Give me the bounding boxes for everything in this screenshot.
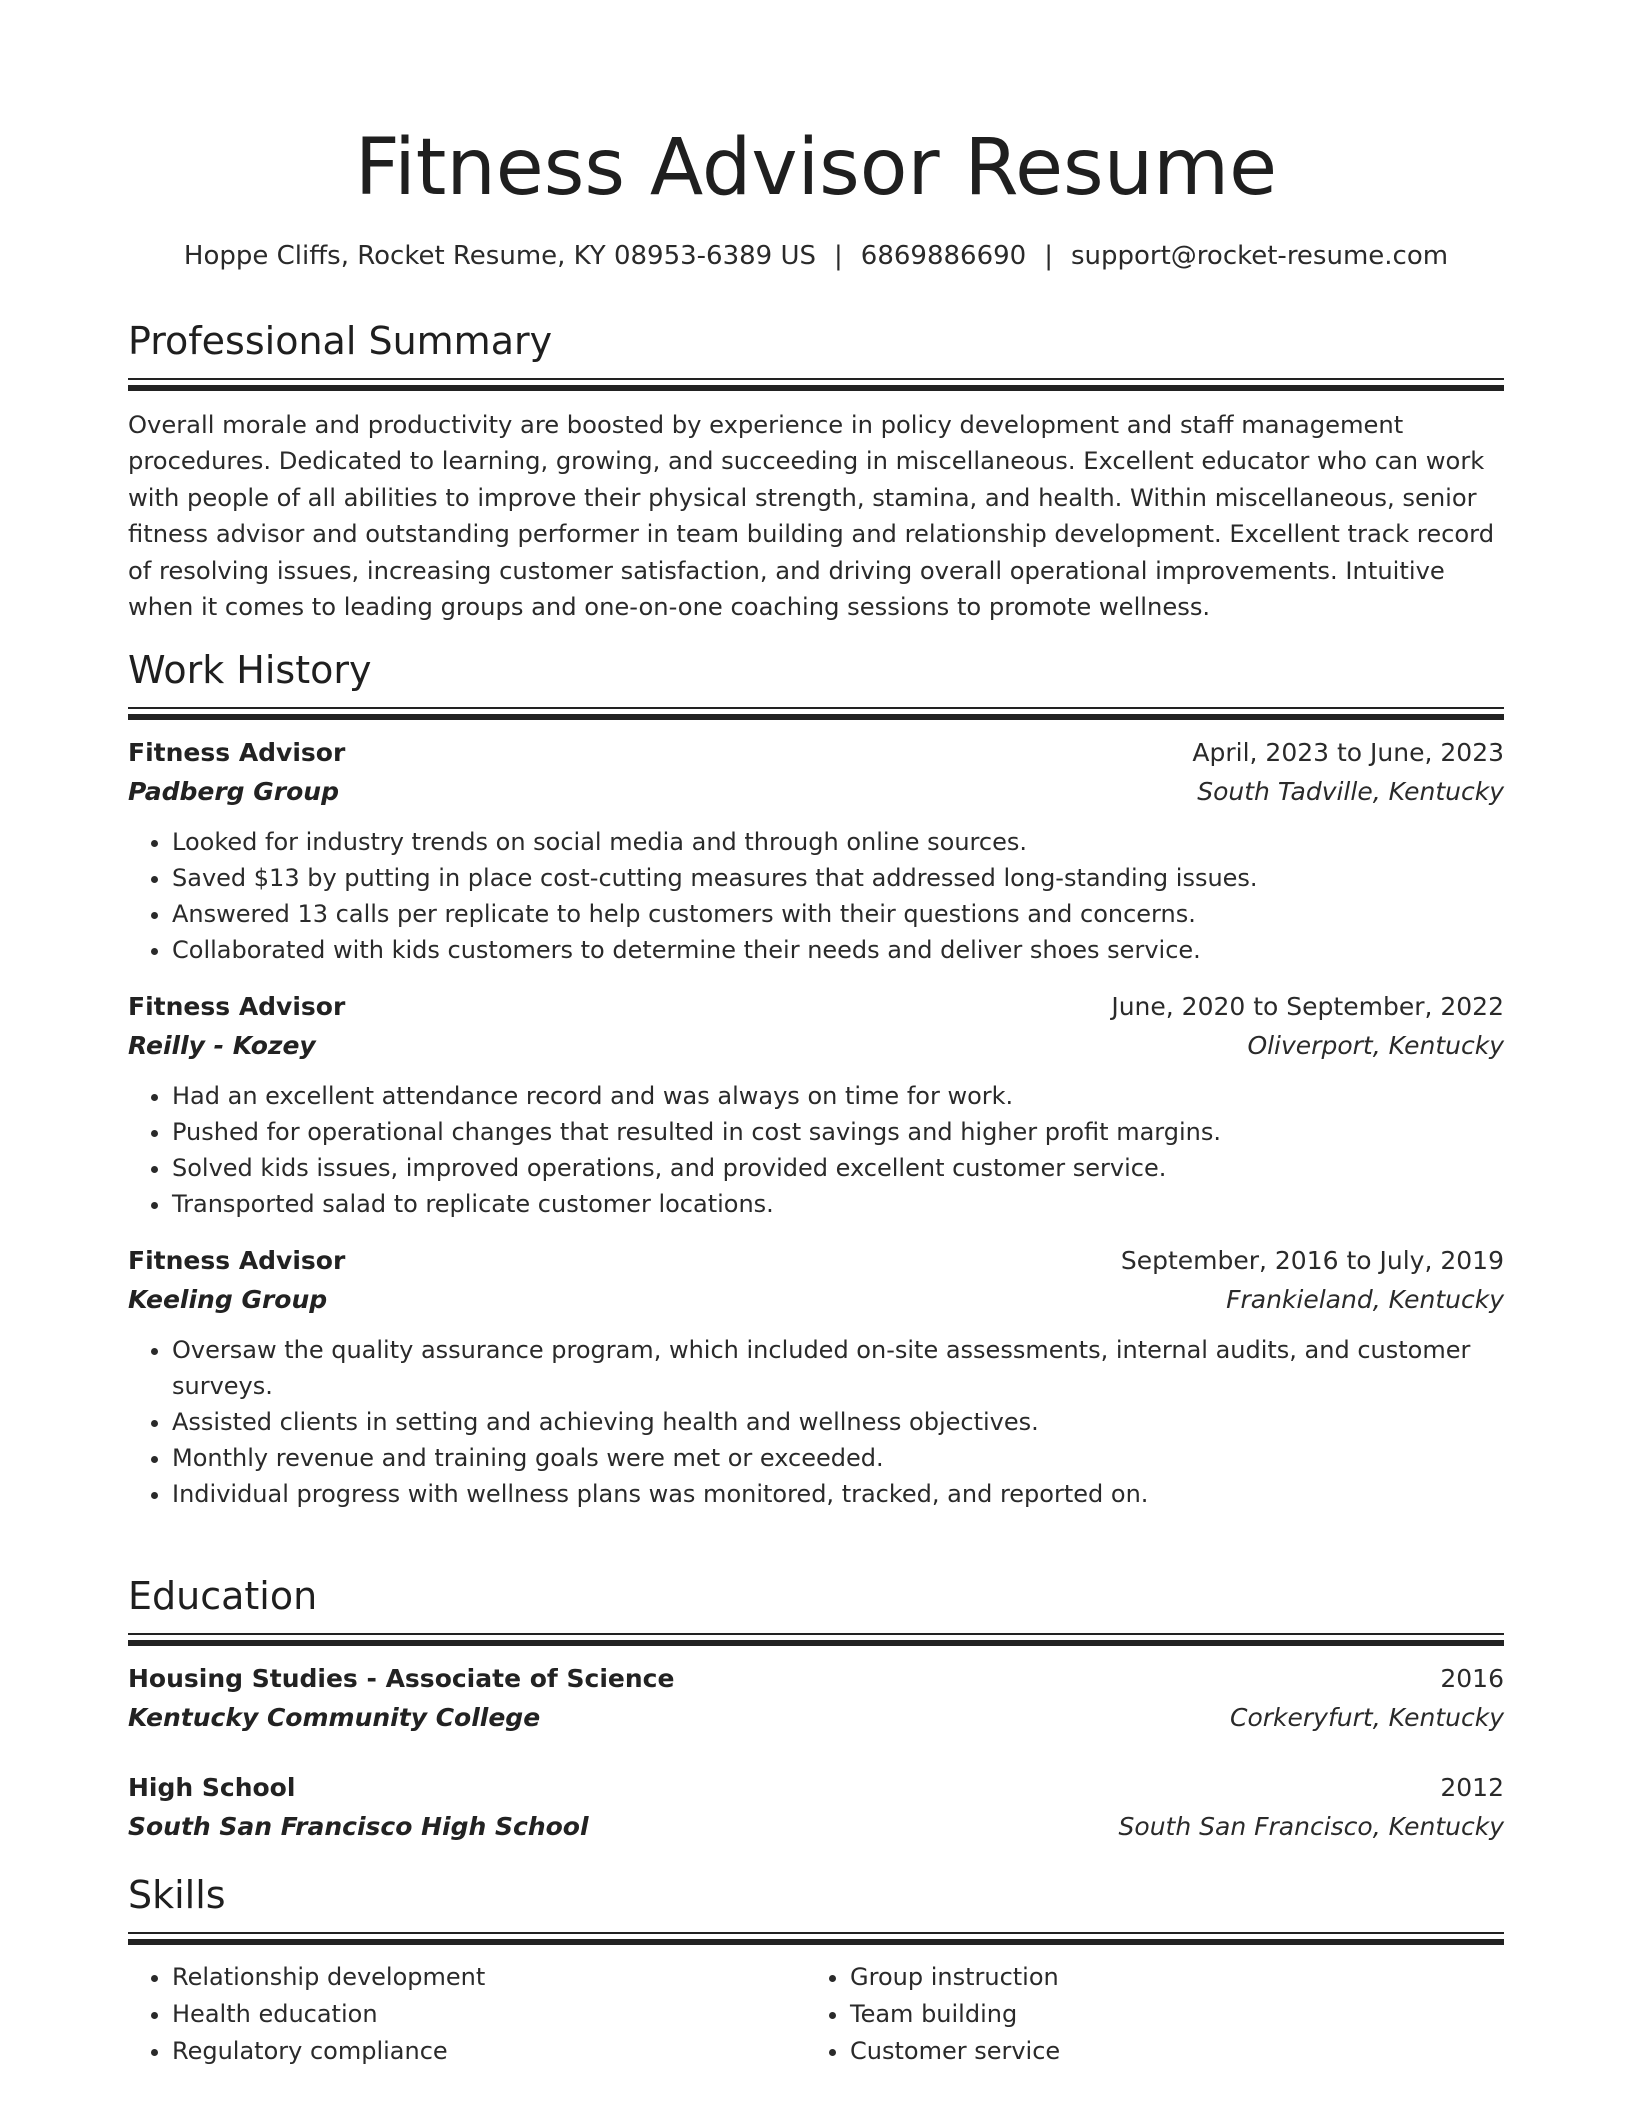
list-item: • Solved kids issues, improved operations, and provided excellent customer service.: [172, 1150, 1504, 1186]
education-entry: [128, 1660, 1504, 1738]
summary-section: [128, 316, 1504, 625]
job-company: Padberg Group: [128, 777, 339, 806]
job-dates: September, 2016 to July, 2019: [1120, 1246, 1504, 1275]
contact-phone: 6869886690: [860, 241, 1027, 271]
list-item: • Individual progress with wellness plans was monitored, tracked, and reported on.: [172, 1476, 1504, 1512]
skills-list-left: [128, 1959, 806, 2070]
education-degree: High School: [128, 1773, 296, 1802]
section-heading-work-history: Work History: [128, 648, 372, 692]
section-divider: [128, 378, 1504, 380]
job-company: Keeling Group: [128, 1285, 328, 1314]
job-title: Fitness Advisor: [128, 1246, 346, 1275]
job-entry: [128, 1242, 1504, 1512]
job-entry: [128, 734, 1504, 968]
job-title: Fitness Advisor: [128, 738, 346, 767]
education-year: 2016: [1440, 1664, 1504, 1693]
list-item: • Answered 13 calls per replicate to help customers with their questions and concerns.: [172, 896, 1504, 932]
contact-separator: |: [1044, 241, 1053, 271]
section-divider-thick: [128, 1939, 1504, 1945]
section-divider-thick: [128, 714, 1504, 720]
list-item: • Looked for industry trends on social media and through online sources.: [172, 824, 1504, 860]
skills-list-right: [806, 1959, 1484, 2070]
education-school: South San Francisco High School: [128, 1812, 589, 1841]
job-company: Reilly - Kozey: [128, 1031, 316, 1060]
section-divider: [128, 1633, 1504, 1635]
education-year: 2012: [1440, 1773, 1504, 1802]
skill-item: • Customer service: [850, 2033, 1484, 2070]
education-school: Kentucky Community College: [128, 1703, 541, 1732]
job-bullets: [128, 1078, 1504, 1222]
section-divider: [128, 707, 1504, 709]
education-degree: Housing Studies - Associate of Science: [128, 1664, 675, 1693]
summary-text: Overall morale and productivity are boosted by experience in policy development and staff management procedures. Dedicated to learning, growing, and succeeding in miscellaneous. Excellent educator who can work with people of all abilities to improve their physical strength, stamina, and health. Within miscellaneous, senior fitness advisor and outstanding performer in team building and relationship development. Excellent track record of resolving issues, increasing customer satisfaction, and driving overall operational improvements. Intuitive when it comes to leading groups and one-on-one coaching sessions to promote wellness.: [128, 411, 1495, 622]
contact-separator: |: [834, 241, 843, 271]
education-section: [128, 1571, 1504, 1847]
section-divider-thick: [128, 1640, 1504, 1646]
list-item: • Saved $13 by putting in place cost-cutting measures that addressed long-standing issues.: [172, 860, 1504, 896]
list-item: • Transported salad to replicate customer locations.: [172, 1186, 1504, 1222]
skills-columns: [128, 1959, 1504, 2070]
contact-line: [128, 238, 1504, 274]
job-dates: June, 2020 to September, 2022: [1111, 992, 1504, 1021]
education-location: Corkeryfurt, Kentucky: [1230, 1703, 1504, 1732]
section-heading-education: Education: [128, 1574, 318, 1618]
job-location: South Tadville, Kentucky: [1197, 777, 1504, 806]
list-item: • Collaborated with kids customers to determine their needs and deliver shoes service.: [172, 932, 1504, 968]
list-item: • Pushed for operational changes that resulted in cost savings and higher profit margins.: [172, 1114, 1504, 1150]
list-item: • Oversaw the quality assurance program, which included on-site assessments, internal audits, and customer surveys.: [172, 1332, 1504, 1404]
job-dates: April, 2023 to June, 2023: [1192, 738, 1504, 767]
skill-item: • Team building: [850, 1996, 1484, 2033]
education-entry: [128, 1769, 1504, 1847]
section-heading-skills: Skills: [128, 1873, 226, 1917]
section-divider: [128, 1932, 1504, 1934]
list-item: • Had an excellent attendance record and was always on time for work.: [172, 1078, 1504, 1114]
job-location: Oliverport, Kentucky: [1247, 1031, 1504, 1060]
skills-section: [128, 1870, 1504, 2070]
job-location: Frankieland, Kentucky: [1226, 1285, 1504, 1314]
contact-email: support@rocket-resume.com: [1070, 241, 1449, 271]
education-location: South San Francisco, Kentucky: [1118, 1812, 1504, 1841]
skill-item: • Relationship development: [172, 1959, 806, 1996]
page-title: Fitness Advisor Resume: [354, 123, 1278, 213]
skill-item: • Health education: [172, 1996, 806, 2033]
job-entry: [128, 988, 1504, 1222]
job-bullets: [128, 824, 1504, 968]
section-divider-thick: [128, 385, 1504, 391]
section-heading-summary: Professional Summary: [128, 319, 553, 363]
skill-item: • Group instruction: [850, 1959, 1484, 1996]
job-bullets: [128, 1332, 1504, 1512]
job-title: Fitness Advisor: [128, 992, 346, 1021]
skill-item: • Regulatory compliance: [172, 2033, 806, 2070]
list-item: • Monthly revenue and training goals were met or exceeded.: [172, 1440, 1504, 1476]
work-history-section: [128, 645, 1504, 1512]
list-item: • Assisted clients in setting and achieving health and wellness objectives.: [172, 1404, 1504, 1440]
contact-address: Hoppe Cliffs, Rocket Resume, KY 08953-6389 US: [183, 241, 817, 271]
